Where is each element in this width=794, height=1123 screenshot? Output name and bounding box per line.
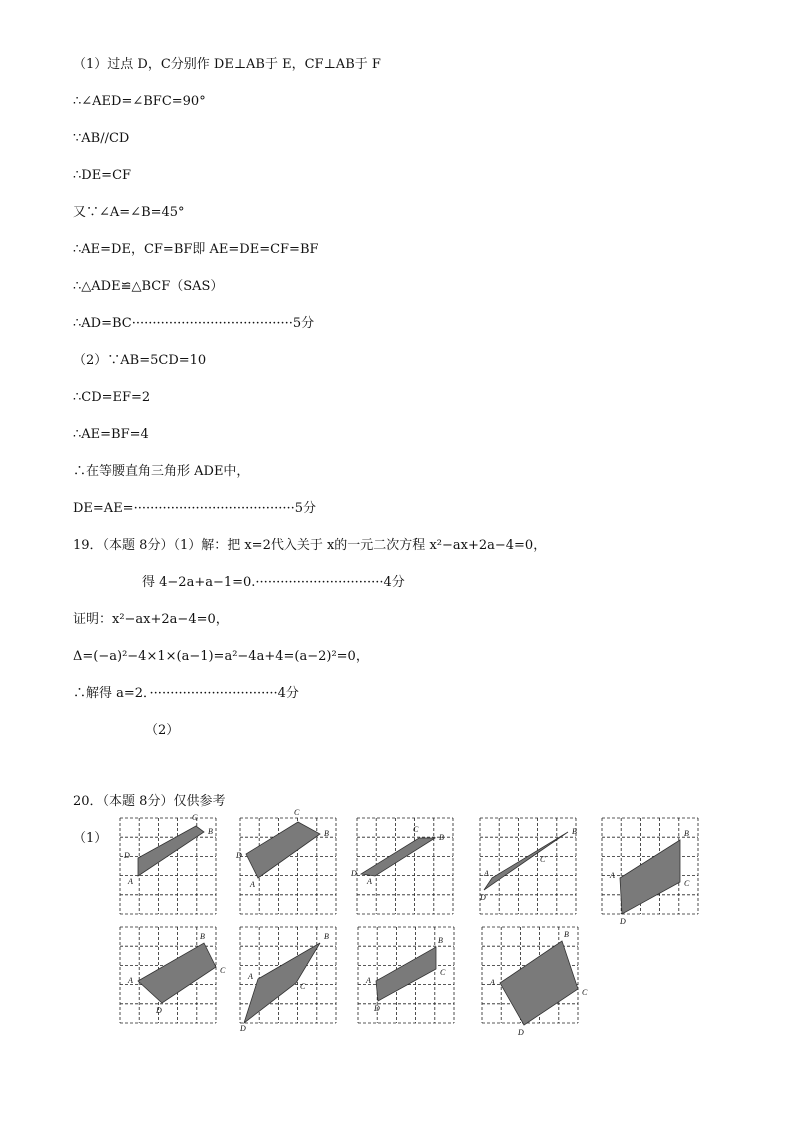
point-label-b: B [439,833,444,842]
point-label-c: C [684,879,690,888]
shaded-quadrilateral [376,947,436,1001]
point-label-a: A [128,877,133,886]
grid-figure-2 [236,808,338,916]
point-label-d: D [518,1028,524,1037]
point-label-b: B [684,829,689,838]
grid-figure-5 [600,816,700,926]
point-label-a: A [490,978,495,987]
line-18: ∴解得 a=2．·······························4分 [73,686,299,701]
point-label-b: B [572,827,577,836]
line-13: DE=AE=·······································5分 [73,501,317,516]
line-15: 得 4−2a+a−1=0.·······························4分 [142,575,405,590]
point-label-c: C [540,855,546,864]
point-label-a: A [484,869,489,878]
line-4: ∴DE=CF [73,168,132,183]
point-label-a: A [250,880,255,889]
grid-figure-4 [478,816,578,916]
point-label-b: B [324,829,329,838]
point-label-c: C [192,813,198,822]
point-label-c: C [440,968,446,977]
point-label-d: D [480,893,486,902]
point-label-a: A [367,877,372,886]
grid-svg [478,816,578,916]
shaded-quadrilateral [620,840,680,914]
point-label-d: D [374,1004,380,1013]
shaded-quadrilateral [246,822,320,878]
grid-svg [238,925,338,1033]
line-10: ∴CD=EF=2 [73,390,151,405]
grid-svg [236,808,338,916]
shaded-quadrilateral [484,832,568,890]
point-label-c: C [413,825,419,834]
grid-figure-9 [480,925,588,1037]
point-label-b: B [564,930,569,939]
grid-svg [480,925,588,1037]
shaded-quadrilateral [138,826,204,876]
line-8: ∴AD=BC·······································5分 [73,316,315,331]
grid-figure-8 [356,925,456,1025]
point-label-a: A [610,871,615,880]
shaded-quadrilateral [500,941,578,1025]
line-16: 证明：x²−ax+2a−4=0， [73,612,229,627]
point-label-c: C [294,808,300,817]
point-label-d: D [124,851,130,860]
grid-svg [118,925,226,1025]
grid-figure-7 [238,925,338,1033]
point-label-c: C [582,988,588,997]
line-2: ∴∠AED=∠BFC=90° [73,94,206,109]
grid-svg [118,813,218,916]
line-19: （2） [145,723,180,738]
shaded-quadrilateral [138,943,216,1003]
line-3: ∵AB//CD [73,131,130,146]
line-9: （2）∵AB=5CD=10 [73,353,207,368]
grid-svg [351,816,455,916]
line-1: （1）过点 D，C分别作 DE⊥AB于 E，CF⊥AB于 F [73,57,381,72]
line-11: ∴AE=BF=4 [73,427,149,442]
line-5: 又∵∠A=∠B=45° [73,205,185,220]
grid-figure-3 [351,816,455,916]
grid-svg [356,925,456,1025]
line-17: Δ=(−a)²−4×1×(a−1)=a²−4a+4=(a−2)²=0， [73,649,369,664]
grid-svg [600,816,700,926]
line-12: ∴在等腰直角三角形 ADE中， [73,464,250,479]
point-label-c: C [220,966,226,975]
point-label-a: A [128,976,133,985]
grid-figure-1 [118,813,218,916]
point-label-c: C [300,982,306,991]
point-label-b: B [324,932,329,941]
line-14: 19．（本题 8分）（1）解：把 x=2代入关于 x的一元二次方程 x²−ax+2a−4=0， [73,538,547,553]
point-label-d: D [351,869,357,878]
line-6: ∴AE=DE，CF=BF即 AE=DE=CF=BF [73,242,319,257]
point-label-b: B [438,936,443,945]
point-label-b: B [200,932,205,941]
shaded-quadrilateral [361,838,435,876]
line-21: （1） [73,831,108,846]
point-label-d: D [620,917,626,926]
line-7: ∴△ADE≌△BCF（SAS） [73,279,224,294]
grid-figure-6 [118,925,226,1025]
point-label-d: D [156,1006,162,1015]
line-20: 20．（本题 8分）仅供参考 [73,794,226,809]
point-label-a: A [248,972,253,981]
shaded-quadrilateral [244,943,320,1023]
point-label-a: A [366,976,371,985]
point-label-d: D [240,1024,246,1033]
point-label-d: D [236,851,242,860]
point-label-b: B [208,827,213,836]
